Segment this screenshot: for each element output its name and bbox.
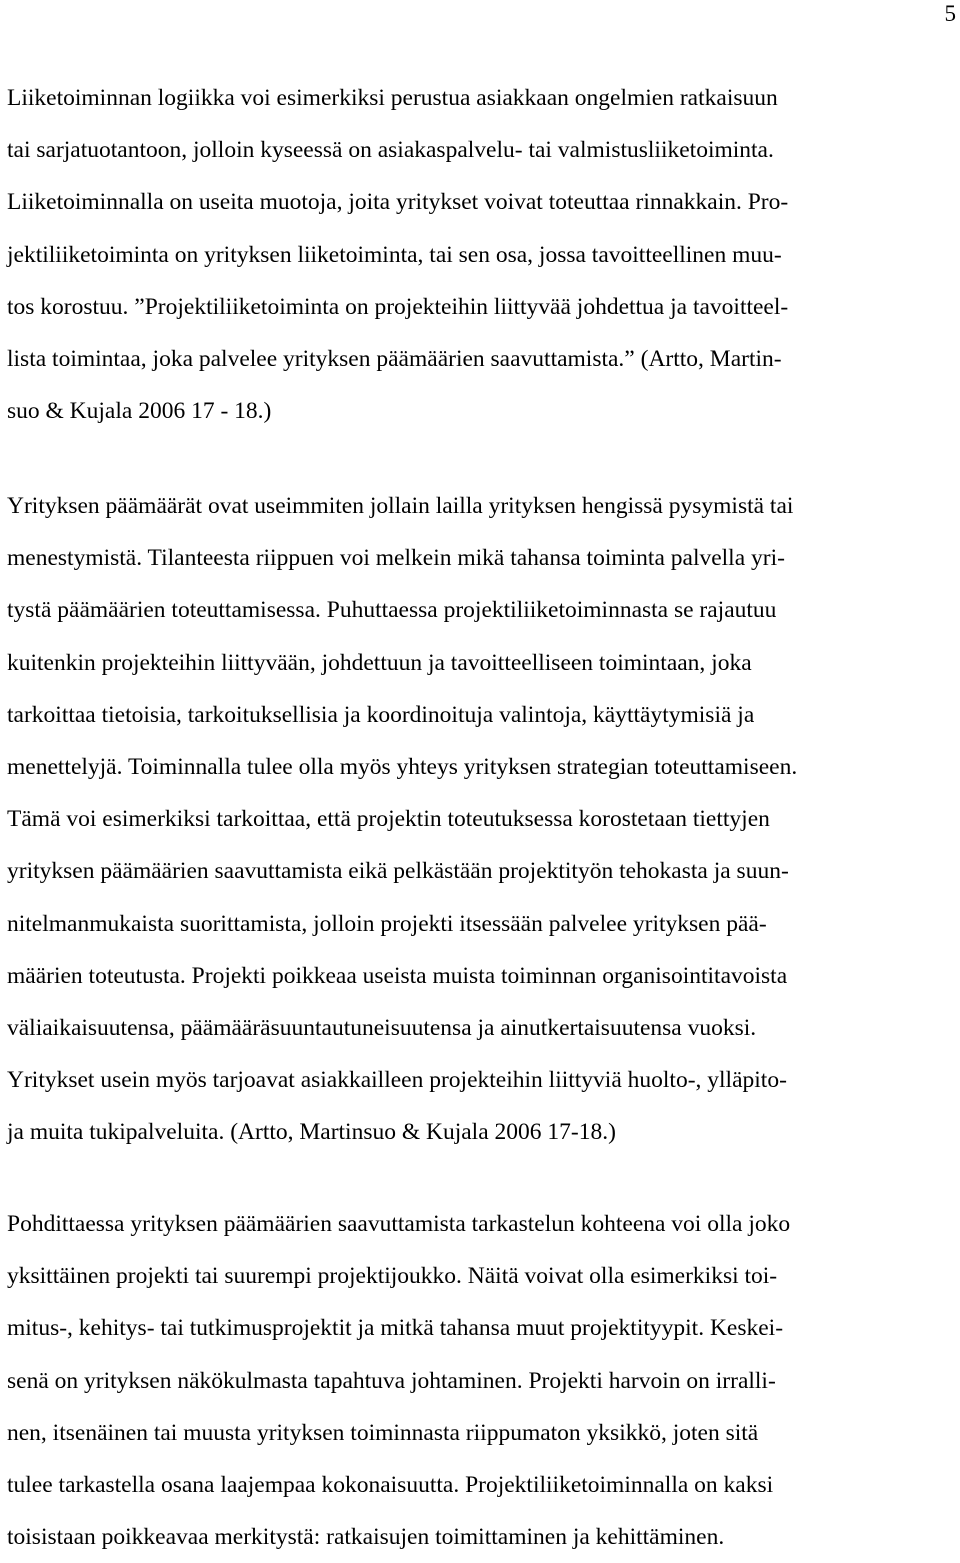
text-line: nitelmanmukaista suorittamista, jolloin projekti itsessään palvelee yrityksen pää- <box>7 910 767 937</box>
text-line: määrien toteutusta. Projekti poikkeaa useista muista toiminnan organisointitavoista <box>7 962 788 989</box>
page-number: 5 <box>944 1 956 26</box>
text-line: yrityksen päämäärien saavuttamista eikä pelkästään projektityön tehokasta ja suun- <box>7 858 789 885</box>
paragraph-1 <box>7 72 960 437</box>
text-line: jektiliiketoiminta on yrityksen liiketoiminta, tai sen osa, jossa tavoitteellinen muu- <box>7 241 782 268</box>
text-line: ja muita tukipalveluita. (Artto, Martinsuo & Kujala 2006 17-18.) <box>7 1119 616 1146</box>
text-line: kuitenkin projekteihin liittyvään, johdettuun ja tavoitteelliseen toimintaan, joka <box>7 649 752 676</box>
text-line: toisistaan poikkeavaa merkitystä: ratkaisujen toimittaminen ja kehittäminen. <box>7 1524 725 1551</box>
text-line: menestymistä. Tilanteesta riippuen voi melkein mikä tahansa toiminta palvella yri- <box>7 545 785 572</box>
text-line: Yritykset usein myös tarjoavat asiakkailleen projekteihin liittyviä huolto-, ylläpito- <box>7 1067 787 1094</box>
text-line: suo & Kujala 2006 17 - 18.) <box>7 398 272 425</box>
text-line: tai sarjatuotantoon, jolloin kyseessä on asiakaspalvelu- tai valmistusliiketoiminta. <box>7 137 774 164</box>
text-line: Yrityksen päämäärät ovat useimmiten jollain lailla yrityksen hengissä pysymistä tai <box>7 493 794 519</box>
text-line: yksittäinen projekti tai suurempi projektijoukko. Näitä voivat olla esimerkiksi toi- <box>7 1263 778 1290</box>
text-line: menettelyjä. Toiminnalla tulee olla myös yhteys yrityksen strategian toteuttamiseen. <box>7 753 798 780</box>
text-line: senä on yrityksen näkökulmasta tapahtuva johtaminen. Projekti harvoin on irralli- <box>7 1367 776 1394</box>
paragraph-3 <box>7 1198 960 1563</box>
text-line: tulee tarkastella osana laajempaa kokonaisuutta. Projektiliiketoiminnalla on kaksi <box>7 1471 774 1498</box>
text-line: nen, itsenäinen tai muusta yrityksen toiminnasta riippumaton yksikkö, joten sitä <box>7 1419 759 1446</box>
text-line: Tämä voi esimerkiksi tarkoittaa, että projektin toteutuksessa korostetaan tiettyjen <box>7 806 770 833</box>
paragraph-2 <box>7 480 960 1158</box>
text-line: tos korostuu. ”Projektiliiketoiminta on projekteihin liittyvää johdettua ja tavoitteel- <box>7 293 789 320</box>
text-line: tystä päämäärien toteuttamisessa. Puhuttaessa projektiliiketoiminnasta se rajautuu <box>7 597 777 624</box>
text-line: Pohdittaessa yrityksen päämäärien saavuttamista tarkastelun kohteena voi olla joko <box>7 1211 791 1237</box>
text-line: mitus-, kehitys- tai tutkimusprojektit ja mitkä tahansa muut projektityypit. Keskei- <box>7 1315 784 1342</box>
text-line: Liiketoiminnalla on useita muotoja, joita yritykset voivat toteuttaa rinnakkain. Pro- <box>7 189 789 216</box>
text-line: väliaikaisuutensa, päämääräsuuntautuneisuutensa ja ainutkertaisuutensa vuoksi. <box>7 1014 757 1041</box>
text-line: tarkoittaa tietoisia, tarkoituksellisia ja koordinoituja valintoja, käyttäytymisiä ja <box>7 701 755 728</box>
text-line: Liiketoiminnan logiikka voi esimerkiksi perustua asiakkaan ongelmien ratkaisuun <box>7 85 778 111</box>
text-line: lista toimintaa, joka palvelee yrityksen päämäärien saavuttamista.” (Artto, Martin- <box>7 345 782 372</box>
